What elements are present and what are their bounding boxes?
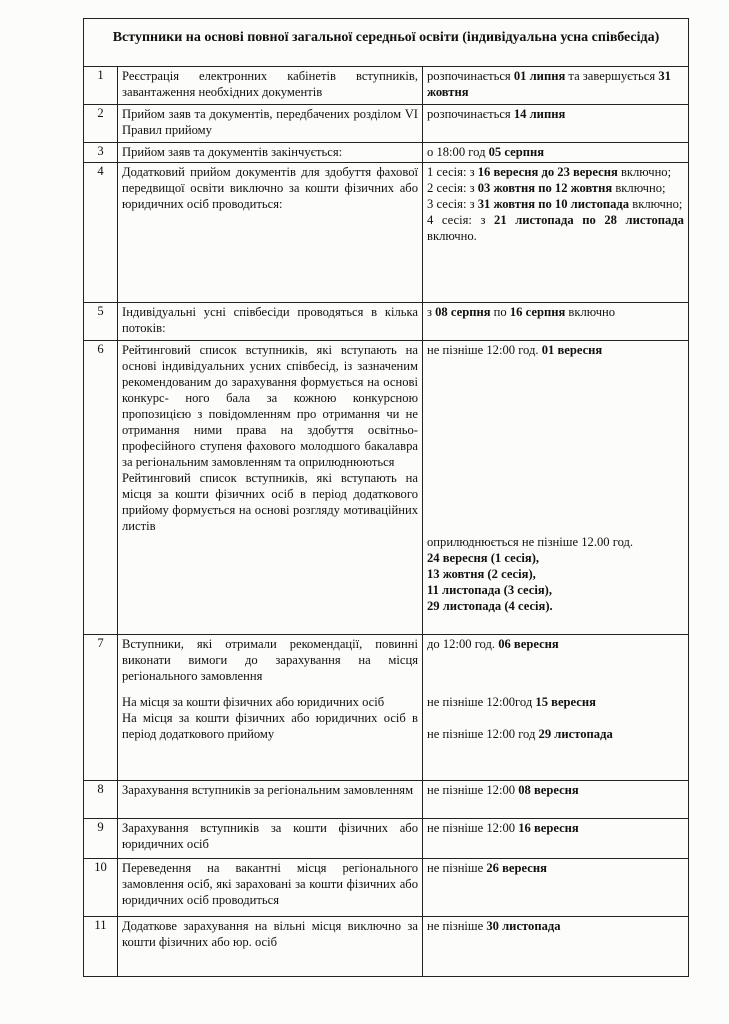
table-title: Вступники на основі повної загальної середньої освіти (індивідуальна усна співбесіда) [84, 19, 689, 67]
row-description: Зарахування вступників за регіональним замовленням [118, 781, 423, 819]
row-number: 2 [84, 105, 118, 143]
session-1: 1 сесія: з 16 вересня до 23 вересня включно; [427, 165, 672, 179]
row-date: не пізніше 12:00 08 вересня [423, 781, 689, 819]
row-number: 3 [84, 143, 118, 163]
row-number: 9 [84, 819, 118, 859]
row-description: Додатковий прийом документів для здобуття фахової передвищої освіти виключно за кошти фізичних або юридичних осіб проводиться: [118, 163, 423, 303]
session-4: 4 сесія: з 21 листопада по 28 листопада включно. [427, 213, 684, 243]
row-date: о 18:00 год 05 серпня [423, 143, 689, 163]
row-number: 11 [84, 917, 118, 977]
table-row [84, 635, 689, 781]
table-row [84, 819, 689, 859]
row-number: 6 [84, 341, 118, 635]
table-row [84, 859, 689, 917]
row-date: не пізніше 30 листопада [423, 917, 689, 977]
row-date: до 12:00 год. 06 вересня не пізніше 12:00год 15 вересня не пізніше 12:00 год 29 листопада [423, 635, 689, 781]
table-row [84, 917, 689, 977]
row-date: розпочинається 14 липня [423, 105, 689, 143]
row-description: Зарахування вступників за кошти фізичних або юридичних осіб [118, 819, 423, 859]
row-description: Прийом заяв та документів, передбачених розділом VI Правил прийому [118, 105, 423, 143]
table-header-row [84, 19, 689, 67]
row-number: 4 [84, 163, 118, 303]
row-date: не пізніше 12:00 год. 01 вересня оприлюднюється не пізніше 12.00 год. 24 вересня (1 сесія), 13 жовтня (2 сесія), 11 листопада (3 сесія), 29 листопада (4 сесія). [423, 341, 689, 635]
row-number: 10 [84, 859, 118, 917]
row-description: Вступники, які отримали рекомендації, повинні виконати вимоги до зарахування на місця регіонального замовлення На місця за кошти фізичних або юридичних осіб На місця за кошти фізичних або юридичних осіб в період додаткового прийому [118, 635, 423, 781]
table-row [84, 163, 689, 303]
row-description: Переведення на вакантні місця регіонального замовлення осіб, які зараховані за кошти фізичних або юридичних осіб проводиться [118, 859, 423, 917]
table-row [84, 105, 689, 143]
row-date-sessions [423, 163, 689, 303]
row-description: Рейтинговий список вступників, які вступають на основі індивідуальних усних співбесід, із зазначеним рекомендованим до зарахування формується на основі конкурс- ного бала за кожною конкурсною пропозицією з повідомленням про отримання чи не отримання ними права на здобуття освітньо-професійного ступеня фахового молодшого бакалавра за регіональним замовленням та оприлюднюються Рейтинговий список вступників, які вступають на місця за кошти фізичних осіб в період додаткового прийому формується на основі розгляду мотиваційних листів [118, 341, 423, 635]
admission-schedule-table [83, 18, 689, 977]
row-date: не пізніше 12:00 16 вересня [423, 819, 689, 859]
table-row [84, 781, 689, 819]
row-number: 5 [84, 303, 118, 341]
row-number: 1 [84, 67, 118, 105]
row-description: Індивідуальні усні співбесіди проводяться в кілька потоків: [118, 303, 423, 341]
table-row [84, 67, 689, 105]
row-date: не пізніше 26 вересня [423, 859, 689, 917]
table-row [84, 143, 689, 163]
row-number: 8 [84, 781, 118, 819]
table-row [84, 303, 689, 341]
row-date: розпочинається 01 липня та завершується 31 жовтня [423, 67, 689, 105]
table-row [84, 341, 689, 635]
row-description: Прийом заяв та документів закінчується: [118, 143, 423, 163]
session-2: 2 сесія: з 03 жовтня по 12 жовтня включно; [427, 181, 666, 195]
row-number: 7 [84, 635, 118, 781]
row-description: Реєстрація електронних кабінетів вступників, завантаження необхідних документів [118, 67, 423, 105]
row-date: з 08 серпня по 16 серпня включно [423, 303, 689, 341]
session-3: 3 сесія: з 31 жовтня по 10 листопада включно; [427, 197, 683, 211]
row-description: Додаткове зарахування на вільні місця виключно за кошти фізичних або юр. осіб [118, 917, 423, 977]
